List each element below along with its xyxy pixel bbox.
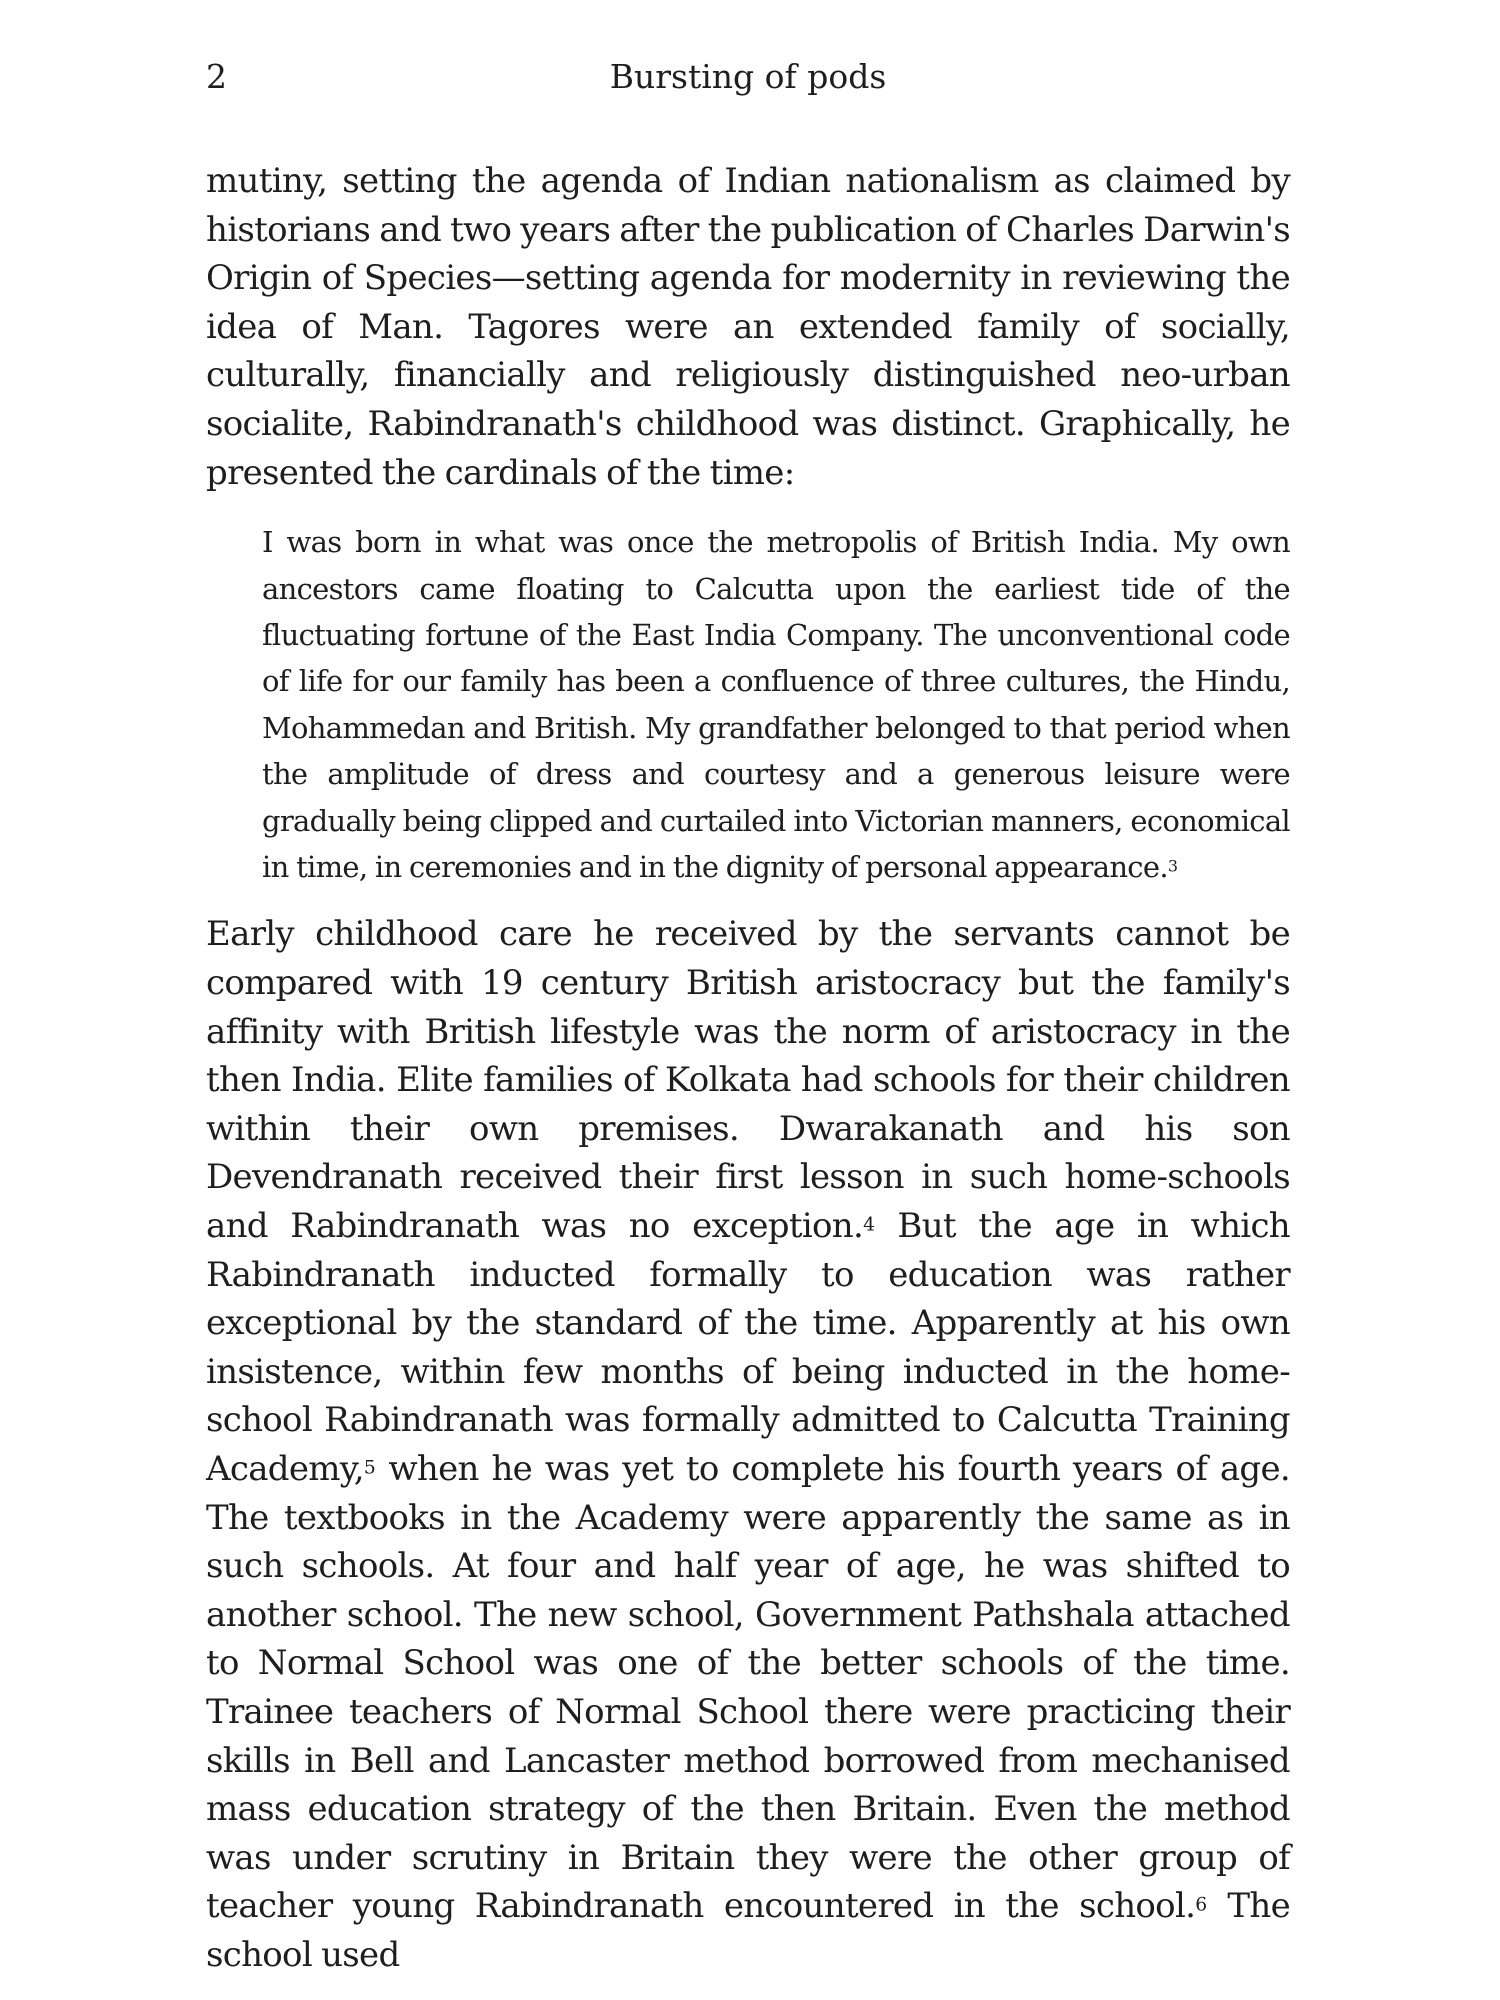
- paragraph-segment: Early childhood care he received by the servants cannot be compared with 19 century British aristocracy but the family's affinity with British lifestyle was the norm of aristocracy in the then India. Elite families of Kolkata had schools for their children within their own premises. Dwarakanath and his son Devendranath received their first lesson in such home-schools and Rabindranath was no exception.: [206, 914, 1290, 1246]
- footnote-ref-3: 3: [1167, 856, 1178, 876]
- page-number: 2: [206, 57, 227, 96]
- page-body: [206, 157, 1290, 1979]
- footnote-ref-6: 6: [1195, 1894, 1208, 1916]
- block-quote: [262, 519, 1290, 890]
- paragraph-segment: The school used: [206, 1886, 1290, 1975]
- paragraph-childhood: [206, 910, 1290, 1979]
- running-title: Bursting of pods: [609, 57, 887, 96]
- running-head: [206, 52, 1290, 102]
- footnote-ref-4: 4: [863, 1214, 875, 1236]
- footnote-ref-5: 5: [363, 1457, 376, 1479]
- paragraph-segment: But the age in which Rabindranath inducted formally to education was rather exceptional by the standard of the time. Apparently at his own insistence, within few months of being inducted in the home-school Rabindranath was formally admitted to Calcutta Training Academy,: [206, 1205, 1290, 1489]
- paragraph-segment: when he was yet to complete his fourth years of age. The textbooks in the Academy were apparently the same as in such schools. At four and half year of age, he was shifted to another school. The new school, Government Pathshala attached to Normal School was one of the better schools of the time. Trainee teachers of Normal School there were practicing their skills in Bell and Lancaster method borrowed from mechanised mass education strategy of the then Britain. Even the method was under scrutiny in Britain they were the other group of teacher young Rabindranath encountered in the school.: [206, 1448, 1290, 1927]
- quote-text: I was born in what was once the metropolis of British India. My own ancestors came floating to Calcutta upon the earliest tide of the fluctuating fortune of the East India Company. The unconventional code of life for our family has been a confluence of three cultures, the Hindu, Mohammedan and British. My grandfather belonged to that period when the amplitude of dress and courtesy and a generous leisure were gradually being clipped and curtailed into Victorian manners, economical in time, in ceremonies and in the dignity of personal appearance.: [262, 525, 1290, 884]
- paragraph-intro: mutiny, setting the agenda of Indian nationalism as claimed by historians and two years after the publication of Charles Darwin's Origin of Species—setting agenda for modernity in reviewing the idea of Man. Tagores were an extended family of socially, culturally, financially and religiously distinguished neo-urban socialite, Rabindranath's childhood was distinct. Graphically, he presented the cardinals of the time:: [206, 161, 1290, 493]
